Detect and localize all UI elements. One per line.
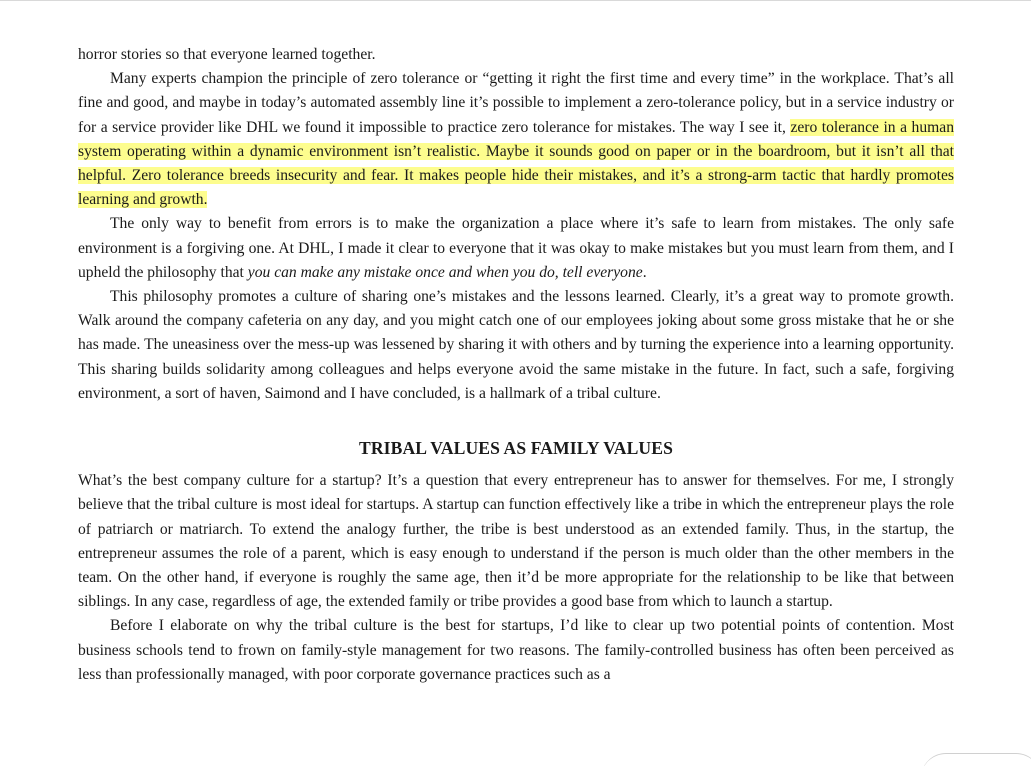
paragraph-text: horror stories so that everyone learned together. <box>78 46 376 63</box>
paragraph-continuation <box>78 43 954 67</box>
paragraph-best-culture <box>78 469 954 614</box>
paragraph-text: Before I elaborate on why the tribal culture is the best for startups, I’d like to clear up two potential points of contention. Most business schools tend to frown on family-style management for two reasons. The family-controlled business has often been perceived as less than professionally managed, with poor corporate governance practices such as a <box>78 617 954 683</box>
italic-text: you can make any mistake once and when you do, tell everyone <box>247 263 643 281</box>
paragraph-before-elaborate <box>78 614 954 687</box>
document-body <box>78 43 954 687</box>
section-spacer <box>78 406 954 436</box>
section-spacer <box>78 460 954 469</box>
page-curl-decoration <box>921 753 1031 766</box>
paragraph-benefit-from-errors <box>78 212 954 285</box>
paragraph-sharing-philosophy <box>78 285 954 406</box>
paragraph-text: The only way to benefit from errors is to make the organization a place where it’s safe to learn from mistakes. The only safe environment is a forgiving one. At DHL, I made it clear to everyone that it was okay to make mistakes but you must learn from them, and I upheld the philosophy that <box>78 215 954 281</box>
section-heading: TRIBAL VALUES AS FAMILY VALUES <box>359 438 673 459</box>
paragraph-text: This philosophy promotes a culture of sharing one’s mistakes and the lessons learned. Clearly, it’s a great way to promote growth. Walk around the company cafeteria on any day, and you might catch one of our employees joking about some gross mistake that he or she has made. The uneasiness over the mess-up was lessened by sharing it with others and by turning the experience into a learning opportunity. This sharing builds solidarity among colleagues and helps everyone avoid the same mistake in the future. In fact, such a safe, forgiving environment, a sort of haven, Saimond and I have concluded, is a hallmark of a tribal culture. <box>78 288 954 402</box>
highlighted-text[interactable]: zero tolerance in a human system operating within a dynamic environment isn’t realistic. Maybe it sounds good on paper or in the boardroom, but it isn’t all that helpful. Zero tolerance breeds insecurity and fear. It makes people hide their mistakes, and it’s a strong-arm tactic that hardly promotes learning and growth. <box>78 118 954 209</box>
paragraph-zero-tolerance <box>78 67 954 212</box>
paragraph-text: Many experts champion the principle of zero tolerance or “getting it right the first time and every time” in the workplace. That’s all fine and good, and maybe in today’s automated assembly line it’s possible to implement a zero-tolerance policy, but in a service industry or for a service provider like DHL we found it impossible to practice zero tolerance for mistakes. The way I see it, <box>78 70 954 136</box>
paragraph-text-end: . <box>642 263 647 281</box>
paragraph-text: What’s the best company culture for a startup? It’s a question that every entrepreneur has to answer for themselves. For me, I strongly believe that the tribal culture is most ideal for startups. A startup can function effectively like a tribe in which the entrepreneur plays the role of patriarch or matriarch. To extend the analogy further, the tribe is best understood as an extended family. Thus, in the startup, the entrepreneur assumes the role of a parent, which is easy enough to understand if the person is much older than the other members in the team. On the other hand, if everyone is roughly the same age, then it’d be more appropriate for the relationship to be like that between siblings. In any case, regardless of age, the extended family or tribe provides a good base from which to launch a startup. <box>78 472 954 611</box>
